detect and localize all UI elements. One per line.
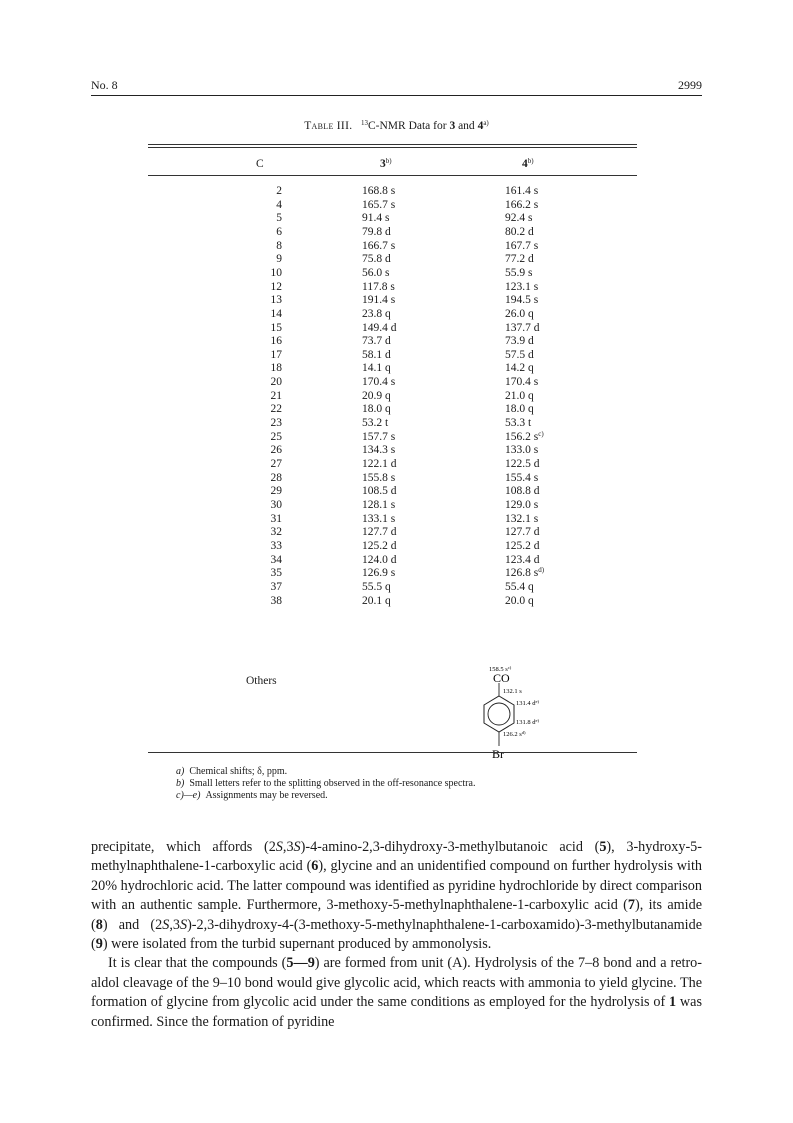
shift-compound-3: 166.7 s <box>362 239 396 252</box>
shift-compound-3: 14.1 q <box>362 362 391 375</box>
table-header-rule <box>148 175 637 176</box>
shift-compound-3: 170.4 s <box>362 376 396 389</box>
caption-main: C-NMR Data for <box>368 120 450 132</box>
shift-compound-4 <box>505 322 565 335</box>
carbon-number: 26 <box>270 444 282 457</box>
shift-compound-4-value: 167.7 s <box>505 239 539 252</box>
table-row <box>0 485 793 498</box>
shift-compound-3: 75.8 d <box>362 253 391 266</box>
carbon-number: 37 <box>270 580 282 593</box>
table-row <box>0 322 793 335</box>
shift-compound-3: 53.2 t <box>362 417 389 430</box>
shift-compound-3: 134.3 s <box>362 444 396 457</box>
table-row <box>0 362 793 375</box>
table-top-rule <box>148 144 637 145</box>
ortho-shift-label: 131.4 $d^{e)}$ <box>516 699 539 707</box>
table-row <box>0 349 793 362</box>
table-row <box>0 281 793 294</box>
shift-compound-3: 157.7 s <box>362 430 396 443</box>
shift-compound-4 <box>505 253 565 266</box>
caption-compound-4: 4 <box>477 120 484 132</box>
carbon-number: 18 <box>270 362 282 375</box>
column-header-3: 3$^{b)}$ <box>380 157 392 170</box>
shift-compound-4 <box>505 526 565 539</box>
shift-compound-4 <box>505 595 565 608</box>
shift-compound-4 <box>505 240 565 253</box>
table-bottom-rule <box>148 752 637 753</box>
shift-compound-4 <box>505 390 565 403</box>
shift-compound-4-value: 166.2 s <box>505 198 539 211</box>
caption-compound-3: 3 <box>449 120 456 132</box>
carbon-number: 32 <box>270 526 282 539</box>
page-number: 2999 <box>678 78 702 92</box>
table-row <box>0 444 793 457</box>
co-shift-label: 158.5 $s^{c)}$ <box>489 665 512 673</box>
caption-and: and <box>455 120 478 132</box>
shift-compound-3: 168.8 s <box>362 185 396 197</box>
table-row <box>0 540 793 553</box>
carbon-number: 12 <box>270 280 282 293</box>
carbon-number: 25 <box>270 430 282 443</box>
shift-compound-4 <box>505 226 565 239</box>
shift-compound-4 <box>505 294 565 307</box>
benzene-ring-icon <box>484 696 514 732</box>
footnote-b: b) Small letters refer to the splitting observed in the off-resonance spectra. <box>176 778 476 789</box>
shift-footnote-mark: d) <box>538 566 545 575</box>
shift-compound-4-value: 155.4 s <box>505 471 539 484</box>
shift-compound-3: 56.0 s <box>362 266 390 279</box>
shift-compound-3: 73.7 d <box>362 335 391 348</box>
shift-compound-4 <box>505 376 565 389</box>
table-top-rule-2 <box>148 147 637 148</box>
p-bromobenzoyl-diagram <box>470 662 600 782</box>
shift-compound-4-value: 73.9 d <box>505 335 534 348</box>
shift-compound-4 <box>505 540 565 553</box>
shift-compound-4-value: 26.0 q <box>505 307 534 320</box>
para-shift-label: 126.2 $s^{d)}$ <box>503 730 526 738</box>
table-row <box>0 526 793 539</box>
br-label: Br <box>492 747 504 761</box>
shift-compound-4-value: 18.0 q <box>505 403 534 416</box>
co-label: CO <box>493 671 510 685</box>
shift-compound-4 <box>505 403 565 416</box>
table-row <box>0 376 793 389</box>
table-row <box>0 199 793 212</box>
shift-compound-4-value: 123.4 d <box>505 553 540 566</box>
shift-compound-4 <box>505 349 565 362</box>
carbon-number: 35 <box>270 567 282 580</box>
table-row <box>0 185 793 198</box>
shift-compound-4-value: 132.1 s <box>505 512 539 525</box>
table-row <box>0 581 793 594</box>
paragraph-2: It is clear that the compounds (5—9) are formed from unit (A). Hydrolysis of the 7–8 bond and a retro-aldol cleavage of the 9–10 bond would give glycolic acid, which reacts with ammonia to yield glycine. The formation of glycine from glycolic acid under the same conditions as employed for the hydrolysis of 1 was confirmed. Since the formation of pyridine <box>91 955 702 1030</box>
carbon-number: 22 <box>270 403 282 416</box>
shift-compound-3: 126.9 s <box>362 567 396 580</box>
table-row <box>0 417 793 430</box>
aromatic-circle-icon <box>488 703 510 725</box>
shift-compound-4 <box>505 472 565 485</box>
shift-compound-4-value: 127.7 d <box>505 526 540 539</box>
shift-compound-4-value: 123.1 s <box>505 280 539 293</box>
shift-compound-3: 124.0 d <box>362 553 397 566</box>
carbon-number: 31 <box>270 512 282 525</box>
carbon-number: 27 <box>270 458 282 470</box>
shift-compound-3: 155.8 s <box>362 471 396 484</box>
shift-compound-4 <box>505 567 565 580</box>
table-row <box>0 499 793 512</box>
caption-sup-13: 13 <box>361 119 368 127</box>
carbon-number: 10 <box>270 266 282 279</box>
carbon-number: 34 <box>270 553 282 566</box>
shift-compound-4 <box>505 417 565 430</box>
shift-compound-4-value: 129.0 s <box>505 498 539 511</box>
shift-compound-4 <box>505 308 565 321</box>
carbon-number: 4 <box>276 198 282 211</box>
table-row <box>0 226 793 239</box>
shift-compound-3: 20.1 q <box>362 594 391 607</box>
header-rule <box>91 95 702 96</box>
table-row <box>0 253 793 266</box>
table-row <box>0 267 793 280</box>
carbon-number: 17 <box>270 348 282 361</box>
shift-compound-4-value: 194.5 s <box>505 294 539 307</box>
shift-compound-4-value: 122.5 d <box>505 458 540 470</box>
table-row <box>0 458 793 471</box>
carbon-number: 28 <box>270 471 282 484</box>
shift-compound-3: 133.1 s <box>362 512 396 525</box>
p-bromobenzoyl-structure <box>470 662 600 782</box>
table-row <box>0 403 793 416</box>
table-row <box>0 335 793 348</box>
shift-compound-4-value: 55.4 q <box>505 580 534 593</box>
shift-compound-4-value: 21.0 q <box>505 389 534 402</box>
carbon-number: 38 <box>270 594 282 607</box>
meta-shift-label: 131.8 $d^{e)}$ <box>516 718 539 726</box>
ipso-shift-label: 132.1 s <box>503 688 522 695</box>
carbon-number: 14 <box>270 307 282 320</box>
table-caption <box>0 120 793 132</box>
body-text <box>91 838 702 1032</box>
shift-compound-3: 122.1 d <box>362 458 397 470</box>
shift-compound-4 <box>505 485 565 498</box>
shift-compound-4 <box>505 267 565 280</box>
shift-compound-4 <box>505 431 565 444</box>
shift-compound-3: 58.1 d <box>362 348 391 361</box>
shift-compound-4-value: 80.2 d <box>505 225 534 238</box>
shift-compound-4 <box>505 499 565 512</box>
shift-compound-4 <box>505 199 565 212</box>
footnote-c-e: c)—e) Assignments may be reversed. <box>176 790 328 801</box>
table-row <box>0 567 793 580</box>
shift-compound-4-value: 77.2 d <box>505 253 534 266</box>
table-row <box>0 595 793 608</box>
shift-compound-4-value: 170.4 s <box>505 376 539 389</box>
table-row <box>0 308 793 321</box>
carbon-number: 8 <box>276 239 282 252</box>
carbon-number: 30 <box>270 498 282 511</box>
shift-compound-3: 165.7 s <box>362 198 396 211</box>
carbon-number: 29 <box>270 485 282 498</box>
shift-compound-4-value: 20.0 q <box>505 594 534 607</box>
shift-compound-3: 20.9 q <box>362 389 391 402</box>
shift-compound-3: 117.8 s <box>362 280 395 293</box>
shift-footnote-mark: c) <box>538 429 544 438</box>
shift-compound-4-value: 137.7 d <box>505 321 540 334</box>
carbon-number: 2 <box>276 185 282 197</box>
carbon-number: 6 <box>276 225 282 238</box>
table-row <box>0 513 793 526</box>
shift-compound-4 <box>505 444 565 457</box>
shift-compound-3: 79.8 d <box>362 225 391 238</box>
shift-compound-3: 23.8 q <box>362 307 391 320</box>
carbon-number: 21 <box>270 389 282 402</box>
shift-compound-4 <box>505 513 565 526</box>
shift-compound-4 <box>505 335 565 348</box>
shift-compound-4-value: 57.5 d <box>505 348 534 361</box>
shift-compound-4 <box>505 458 565 471</box>
carbon-number: 23 <box>270 417 282 430</box>
carbon-number: 20 <box>270 376 282 389</box>
table-row <box>0 472 793 485</box>
shift-compound-3: 55.5 q <box>362 580 391 593</box>
shift-compound-3: 149.4 d <box>362 321 397 334</box>
shift-compound-3: 91.4 s <box>362 212 390 225</box>
table-row <box>0 212 793 225</box>
column-header-4: 4$^{b)}$ <box>522 157 534 170</box>
shift-compound-4-value: 14.2 q <box>505 362 534 375</box>
carbon-number: 13 <box>270 294 282 307</box>
shift-compound-3: 128.1 s <box>362 498 396 511</box>
carbon-number: 15 <box>270 321 282 334</box>
table-caption-label: Table III. <box>304 120 353 132</box>
table-row <box>0 554 793 567</box>
shift-compound-4 <box>505 554 565 567</box>
carbon-number: 33 <box>270 539 282 552</box>
footnote-a: a) Chemical shifts; δ, ppm. <box>176 766 288 777</box>
column-header-c: C <box>256 158 264 170</box>
shift-compound-3: 191.4 s <box>362 294 396 307</box>
shift-compound-3: 18.0 q <box>362 403 391 416</box>
paragraph-1: precipitate, which affords (2S,3S)-4-amino-2,3-dihydroxy-3-methylbutanoic acid (5), 3-hydroxy-5-methylnaphthalene-1-carboxylic acid (6), glycine and an unidentified compound on further hydrolysis with 20% hydrochloric acid. The latter compound was identified as pyridine hydrochloride by direct comparison with an authentic sample. Furthermore, 3-methoxy-5-methylnaphthalene-1-carboxylic acid (7), its amide (8) and (2S,3S)-2,3-dihydroxy-4-(3-methoxy-5-methylnaphthalene-1-carboxamido)-3-methylbutanamide (9) were isolated from the turbid supernant produced by ammonolysis. <box>91 839 702 953</box>
shift-compound-4-value: 53.3 t <box>505 417 532 430</box>
shift-compound-4 <box>505 212 565 225</box>
shift-compound-3: 125.2 d <box>362 539 397 552</box>
others-label: Others <box>246 675 277 687</box>
shift-compound-4-value: 133.0 s <box>505 444 539 457</box>
shift-compound-4-value: 125.2 d <box>505 539 540 552</box>
shift-compound-4-value: 108.8 d <box>505 485 540 498</box>
running-header-journal-number: No. 8 <box>91 78 118 92</box>
shift-compound-3: 127.7 d <box>362 526 397 539</box>
shift-compound-4-value: 126.8 s <box>505 567 539 580</box>
carbon-number: 9 <box>276 253 282 266</box>
shift-compound-3: 108.5 d <box>362 485 397 498</box>
shift-compound-4 <box>505 581 565 594</box>
table-row <box>0 431 793 444</box>
table-row <box>0 294 793 307</box>
table-row <box>0 240 793 253</box>
shift-compound-4-value: 156.2 s <box>505 430 539 443</box>
shift-compound-4-value: 55.9 s <box>505 266 533 279</box>
caption-sup-a: a) <box>483 119 489 127</box>
shift-compound-4 <box>505 185 565 198</box>
shift-compound-4 <box>505 362 565 375</box>
table-row <box>0 390 793 403</box>
carbon-number: 5 <box>276 212 282 225</box>
shift-compound-4-value: 92.4 s <box>505 212 533 225</box>
shift-compound-4-value: 161.4 s <box>505 185 539 197</box>
shift-compound-4 <box>505 281 565 294</box>
carbon-number: 16 <box>270 335 282 348</box>
